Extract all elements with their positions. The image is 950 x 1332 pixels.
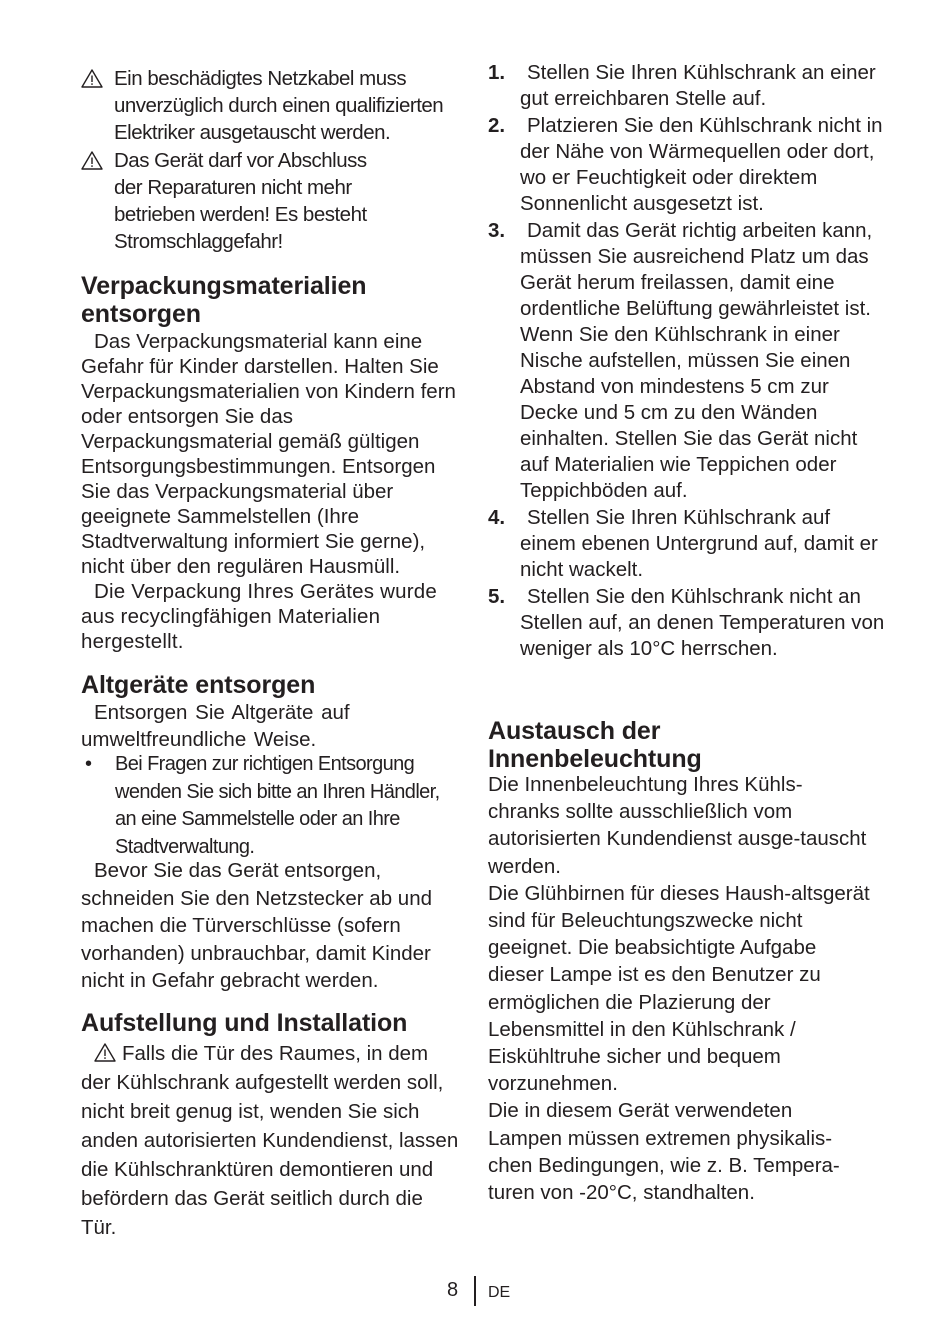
old-devices-intro bbox=[81, 699, 381, 753]
packaging-body bbox=[81, 329, 463, 654]
step-text: Stellen Sie Ihren Kühlschrank an einer gut erreichbaren Stelle auf. bbox=[520, 61, 876, 110]
paragraph: Die in diesem Gerät verwendeten Lampen müssen extremen physikalis-chen Bedingungen, wie z. B. Tempera-turen von -20°C, standhalten. bbox=[488, 1099, 840, 1205]
warning-text: Das Gerät darf vor Abschluss der Reparaturen nicht mehr betrieben werden! Es besteht Stromschlaggefahr! bbox=[114, 149, 367, 253]
footer-divider bbox=[474, 1276, 476, 1306]
warning-repair bbox=[81, 147, 381, 255]
bullet-dot: • bbox=[85, 753, 92, 775]
heading-installation: Aufstellung und Installation bbox=[81, 1009, 408, 1037]
paragraph: Entsorgen Sie Altgeräte auf umweltfreundliche Weise. bbox=[81, 701, 350, 751]
page-footer bbox=[0, 1276, 950, 1312]
step-number: 1. bbox=[488, 61, 506, 84]
installation-body bbox=[81, 1039, 463, 1242]
step-text: Stellen Sie den Kühlschrank nicht an Stellen auf, an denen Temperaturen von weniger als 10°C herrschen. bbox=[520, 585, 885, 660]
installation-text: Falls die Tür des Raumes, in dem der Kühlschrank aufgestellt werden soll, nicht breit genug ist, wenden Sie sich anden autorisierten Kundendienst, lassen die Kühlschranktüren demontieren und befördern das Gerät seitlich durch die Tür. bbox=[81, 1042, 459, 1239]
bullet-text: Bei Fragen zur richtigen Entsorgung wenden Sie sich bitte an Ihren Händler, an eine Sammelstelle oder an Ihre Stadtverwaltung. bbox=[115, 753, 440, 858]
old-devices-after bbox=[81, 857, 463, 995]
heading-old-devices: Altgeräte entsorgen bbox=[81, 671, 316, 699]
step-number: 3. bbox=[488, 219, 506, 242]
paragraph: Die Verpackung Ihres Gerätes wurde aus recyclingfähigen Materialien hergestellt. bbox=[81, 580, 437, 653]
paragraph: Die Innenbeleuchtung Ihres Kühls-chranks sollte ausschließlich vom autorisierten Kundendienst ausge-tauscht werden. bbox=[488, 773, 867, 878]
heading-lighting: Austausch der Innenbeleuchtung bbox=[488, 717, 702, 773]
step-number: 5. bbox=[488, 585, 506, 608]
list-item bbox=[488, 505, 888, 583]
old-devices-bullet bbox=[81, 751, 463, 861]
step-number: 2. bbox=[488, 114, 506, 137]
warning-triangle-icon bbox=[81, 151, 103, 170]
paragraph: Die Glühbirnen für dieses Haush-altsgerät sind für Beleuchtungszwecke nicht geeignet. Die beabsichtigte Aufgabe dieser Lampe ist es den Benutzer zu ermöglichen die Plazierung der Lebensmittel in den Kühlschrank / Eiskühltruhe sicher und bequem vorzunehmen. bbox=[488, 881, 870, 1096]
installation-steps bbox=[488, 60, 888, 663]
lighting-body bbox=[488, 771, 870, 1206]
page-number: 8 bbox=[447, 1279, 459, 1301]
warning-cable bbox=[81, 65, 463, 146]
warning-triangle-icon bbox=[81, 69, 103, 88]
paragraph bbox=[81, 1039, 463, 1242]
list-item bbox=[488, 584, 888, 662]
language-code: DE bbox=[488, 1284, 511, 1301]
warning-text: Ein beschädigtes Netzkabel muss unverzüglich durch einen qualifizierten Elektriker ausgetauscht werden. bbox=[114, 67, 444, 144]
step-number: 4. bbox=[488, 506, 506, 529]
paragraph: Das Verpackungsmaterial kann eine Gefahr für Kinder darstellen. Halten Sie Verpackungsmaterialien von Kindern fern oder entsorgen Sie das Verpackungsmaterial gemäß gültigen Entsorgungsbestimmungen. Entsorgen Sie das Verpackungsmaterial über geeignete Sammelstellen (Ihre Stadtverwaltung informiert Sie gerne), nicht über den regulären Hausmüll. bbox=[81, 330, 456, 578]
step-text: Stellen Sie Ihren Kühlschrank auf einem ebenen Untergrund auf, damit er nicht wackelt. bbox=[520, 506, 878, 581]
warning-triangle-icon bbox=[94, 1043, 116, 1062]
heading-packaging: Verpackungsmaterialien entsorgen bbox=[81, 272, 367, 328]
list-item bbox=[488, 218, 888, 504]
list-item bbox=[488, 113, 888, 217]
step-text: Platzieren Sie den Kühlschrank nicht in der Nähe von Wärmequellen oder dort, wo er Feuchtigkeit oder direktem Sonnenlicht ausgesetzt ist. bbox=[520, 114, 883, 215]
paragraph: Bevor Sie das Gerät entsorgen, schneiden Sie den Netzstecker ab und machen die Türverschlüsse (sofern vorhanden) unbrauchbar, damit Kinder nicht in Gefahr gebracht werden. bbox=[81, 859, 433, 992]
list-item bbox=[488, 60, 888, 112]
step-text: Damit das Gerät richtig arbeiten kann, müssen Sie ausreichend Platz um das Gerät herum freilassen, damit eine ordentliche Belüftung gewährleistet ist. Wenn Sie den Kühlschrank in einer Nische aufstellen, müssen Sie einen Abstand von mindestens 5 cm zur Decke und 5 cm zu den Wänden einhalten. Stellen Sie das Gerät nicht auf Materialien wie Teppichen oder Teppichböden auf. bbox=[520, 219, 873, 502]
